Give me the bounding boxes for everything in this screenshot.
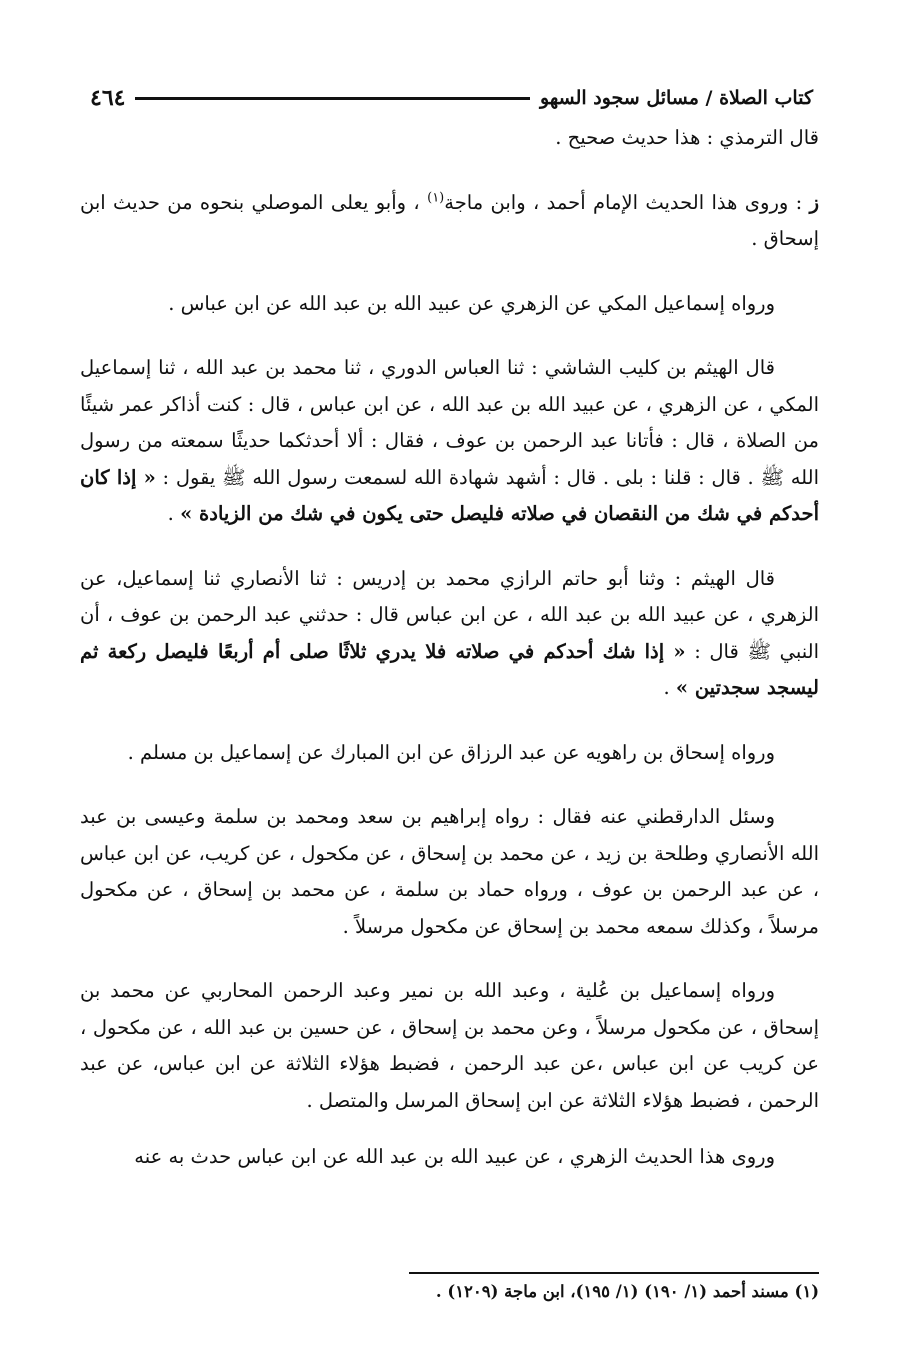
- annotation-mark: ز: [809, 190, 820, 214]
- paragraph-5-end: .: [663, 676, 676, 699]
- paragraph-6-text: ورواه إسحاق بن راهويه عن عبد الرزاق عن ابن المبارك عن إسماعيل بن مسلم .: [127, 740, 775, 764]
- paragraph-4-end: .: [167, 502, 181, 525]
- paragraph-7: [80, 799, 819, 945]
- paragraph-4-text: قال الهيثم بن كليب الشاشي : ثنا العباس الدوري ، ثنا محمد بن عبد الله ، ثنا إسماعيل المكي ، عن الزهري ، عن عبيد الله بن عبد الله ، عن ابن عباس ، قال : كنت أذاكر عمر شيئًا من الصلاة ، قال : فأتانا عبد الرحمن بن عوف ، فقال : ألا أحدثكما حديثًا سمعته من رسول الله ﷺ . قال : قلنا : بلى . قال : أشهد شهادة الله لسمعت رسول الله ﷺ يقول :: [80, 356, 819, 489]
- paragraph-5-text: قال الهيثم : وثنا أبو حاتم الرازي محمد بن إدريس : ثنا الأنصاري ثنا إسماعيل، عن الزهري ، عن عبيد الله بن عبد الله ، عن ابن عباس قال : حدثني عبد الرحمن بن عوف ، أن النبي ﷺ قال :: [80, 566, 820, 663]
- page-header: [80, 80, 819, 116]
- paragraph-3-text: ورواه إسماعيل المكي عن الزهري عن عبيد الله بن عبد الله عن ابن عباس .: [168, 291, 775, 315]
- paragraph-6: [80, 735, 819, 772]
- paragraph-1: [80, 120, 819, 157]
- paragraph-2: [80, 185, 819, 258]
- paragraph-7-text: وسئل الدارقطني عنه فقال : رواه إبراهيم بن سعد ومحمد بن سلمة وعيسى بن عبد الله الأنصاري وطلحة بن زيد ، عن محمد بن إسحاق ، عن مكحول ، عن كريب، عن ابن عباس ، عن عبد الرحمن بن عوف ، ورواه حماد بن سلمة ، عن محمد بن إسحاق ، عن مكحول مرسلاً ، وكذلك سمعه محمد بن إسحاق عن مكحول مرسلاً .: [80, 805, 819, 938]
- paragraph-5: [80, 561, 819, 707]
- paragraph-9-text: وروى هذا الحديث الزهري ، عن عبيد الله بن عبد الله عن ابن عباس حدث به عنه: [134, 1145, 775, 1168]
- footnote-rule: [409, 1272, 819, 1274]
- page-body: [80, 120, 819, 1176]
- hadith-text-2: « إذا شك أحدكم في صلاته فلا يدري ثلاثًا صلى أم أربعًا فليصل ركعة ثم ليسجد سجدتين »: [80, 639, 819, 699]
- page-number: ٤٦٤: [90, 85, 126, 111]
- paragraph-9: [80, 1139, 819, 1176]
- header-rule: [135, 97, 530, 100]
- paragraph-4: [80, 350, 819, 533]
- hadith-text-1: « إذا كان أحدكم في شك من النقصان في صلاته فليصل حتى يكون في شك من الزيادة »: [80, 465, 819, 525]
- paragraph-8: [80, 973, 819, 1119]
- running-title: كتاب الصلاة / مسائل سجود السهو: [540, 87, 813, 109]
- footnote-ref[interactable]: (١): [427, 190, 445, 205]
- footnote: (١) مسند أحمد (١/ ١٩٠) (١/ ١٩٥)، ابن ماجة (١٢٠٩) .: [435, 1282, 819, 1301]
- book-page: [80, 0, 819, 1372]
- paragraph-3: [80, 286, 819, 323]
- paragraph-2-text-b: ، وأبو يعلى الموصلي بنحوه من حديث ابن إسحاق .: [80, 190, 819, 250]
- paragraph-2-text-a: : وروى هذا الحديث الإمام أحمد ، وابن ماجة: [444, 190, 810, 214]
- paragraph-1-text: قال الترمذي : هذا حديث صحيح .: [555, 126, 819, 149]
- paragraph-8-text: ورواه إسماعيل بن عُلية ، وعبد الله بن نمير وعبد الرحمن المحاربي عن محمد بن إسحاق ، عن مكحول مرسلاً ، وعن محمد بن إسحاق ، عن حسين بن عبد الله ، عن مكحول ، عن كريب عن ابن عباس ،عن عبد الرحمن ، فضبط هؤلاء الثلاثة عن ابن عباس، عن عبد الرحمن ، فضبط هؤلاء الثلاثة عن ابن إسحاق المرسل والمتصل .: [80, 979, 819, 1112]
